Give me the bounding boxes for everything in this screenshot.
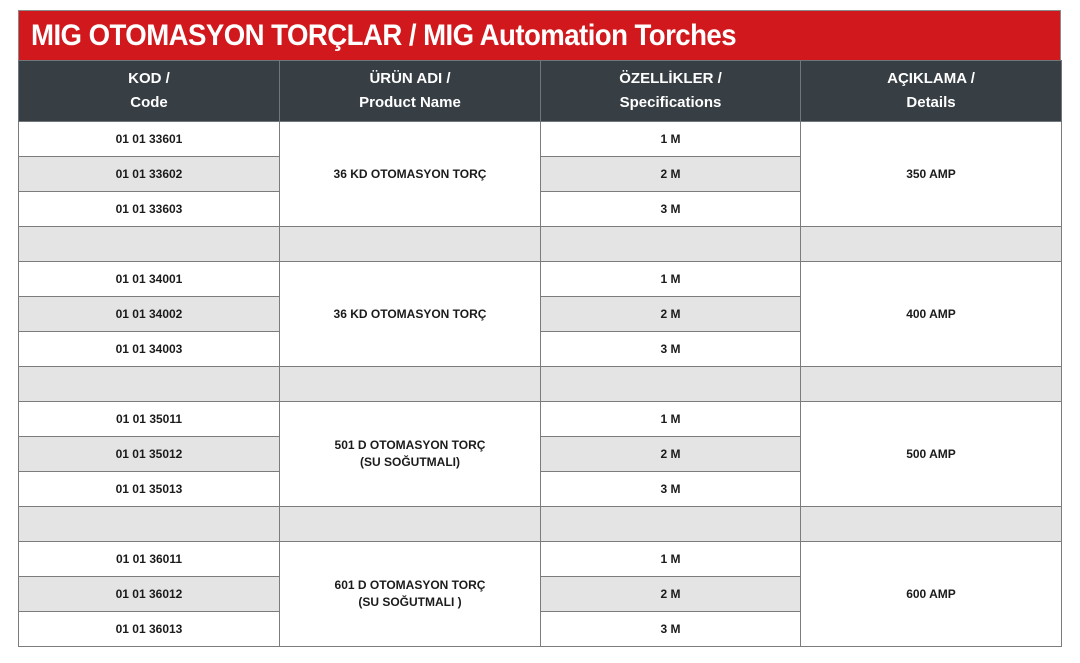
table-row xyxy=(19,542,1062,577)
product-code-cell: 01 01 36011 xyxy=(19,542,280,577)
specification-cell: 2 M xyxy=(541,437,801,472)
catalog-table-frame xyxy=(18,10,1061,647)
separator-row xyxy=(19,507,1062,542)
separator-cell xyxy=(19,227,280,262)
product-name-line: 36 KD OTOMASYON TORÇ xyxy=(333,166,487,181)
product-name-line: 601 D OTOMASYON TORÇ xyxy=(334,578,486,592)
product-code-cell: 01 01 35012 xyxy=(19,437,280,472)
separator-cell xyxy=(280,507,541,542)
specification-cell: 2 M xyxy=(541,297,801,332)
details-cell: 350 AMP xyxy=(801,122,1062,227)
product-code-cell: 01 01 33601 xyxy=(19,122,280,157)
table-body xyxy=(19,122,1062,647)
header-product-name xyxy=(280,61,541,122)
title-bar xyxy=(18,10,1061,60)
specification-cell: 3 M xyxy=(541,332,801,367)
header-details-tr: AÇIKLAMA / xyxy=(887,70,975,87)
details-cell: 400 AMP xyxy=(801,262,1062,367)
product-code-cell: 01 01 36012 xyxy=(19,577,280,612)
separator-row xyxy=(19,367,1062,402)
specification-cell: 1 M xyxy=(541,402,801,437)
separator-cell xyxy=(541,367,801,402)
product-table xyxy=(18,60,1062,647)
page-title: MIG OTOMASYON TORÇLAR / MIG Automation Torches xyxy=(31,18,737,52)
table-row xyxy=(19,122,1062,157)
table-row xyxy=(19,262,1062,297)
specification-cell: 3 M xyxy=(541,472,801,507)
header-code xyxy=(19,61,280,122)
product-code-cell: 01 01 36013 xyxy=(19,612,280,647)
product-name-line: 501 D OTOMASYON TORÇ xyxy=(334,438,486,452)
specification-cell: 2 M xyxy=(541,577,801,612)
header-details xyxy=(801,61,1062,122)
header-details-en: Details xyxy=(906,94,956,111)
header-code-tr: KOD / xyxy=(128,70,170,87)
product-code-cell: 01 01 33602 xyxy=(19,157,280,192)
product-name-cell xyxy=(280,262,541,367)
specification-cell: 3 M xyxy=(541,192,801,227)
separator-row xyxy=(19,227,1062,262)
product-code-cell: 01 01 34003 xyxy=(19,332,280,367)
specification-cell: 2 M xyxy=(541,157,801,192)
header-product-name-tr: ÜRÜN ADI / xyxy=(369,70,451,87)
header-specifications-en: Specifications xyxy=(619,94,722,111)
specification-cell: 1 M xyxy=(541,262,801,297)
separator-cell xyxy=(801,507,1062,542)
separator-cell xyxy=(280,227,541,262)
product-name-line: (SU SOĞUTMALI ) xyxy=(358,595,462,609)
product-code-cell: 01 01 34002 xyxy=(19,297,280,332)
separator-cell xyxy=(801,367,1062,402)
separator-cell xyxy=(801,227,1062,262)
product-code-cell: 01 01 34001 xyxy=(19,262,280,297)
specification-cell: 1 M xyxy=(541,542,801,577)
product-code-cell: 01 01 35013 xyxy=(19,472,280,507)
product-name-cell xyxy=(280,542,541,647)
header-specifications-tr: ÖZELLİKLER / xyxy=(619,70,722,87)
product-name-line: 36 KD OTOMASYON TORÇ xyxy=(333,306,487,321)
header-specifications xyxy=(541,61,801,122)
product-name-cell xyxy=(280,402,541,507)
separator-cell xyxy=(19,367,280,402)
specification-cell: 1 M xyxy=(541,122,801,157)
separator-cell xyxy=(541,507,801,542)
product-code-cell: 01 01 35011 xyxy=(19,402,280,437)
separator-cell xyxy=(280,367,541,402)
header-row xyxy=(19,61,1062,122)
product-code-cell: 01 01 33603 xyxy=(19,192,280,227)
product-name-line: (SU SOĞUTMALI) xyxy=(360,455,460,469)
header-code-en: Code xyxy=(130,94,168,111)
product-name-cell xyxy=(280,122,541,227)
header-product-name-en: Product Name xyxy=(359,94,461,111)
specification-cell: 3 M xyxy=(541,612,801,647)
table-row xyxy=(19,402,1062,437)
details-cell: 500 AMP xyxy=(801,402,1062,507)
separator-cell xyxy=(541,227,801,262)
separator-cell xyxy=(19,507,280,542)
details-cell: 600 AMP xyxy=(801,542,1062,647)
